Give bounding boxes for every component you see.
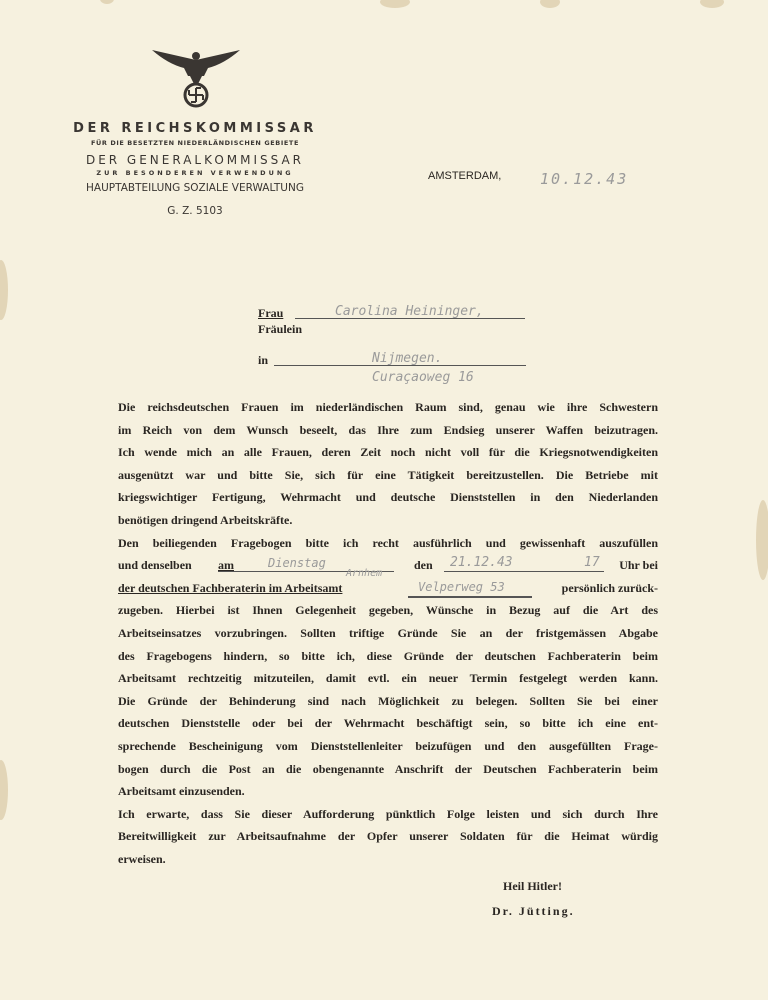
body-line: Bereitwilligkeit zur Arbeitsaufnahme der Opfer unserer Soldaten für die Heimat würdig: [118, 829, 658, 844]
appointment-hour: 17: [584, 555, 600, 571]
signature: Dr. Jütting.: [492, 904, 575, 918]
body-line: Arbeitsamt einzusenden.: [118, 784, 245, 799]
body-line: kriegswichtiger Fertigung, Wehrmacht und deutsche Dienststellen in den Niederlanden: [118, 490, 658, 505]
body-line: Ich wende mich an alle Frauen, deren Zeit noch nicht voll für die Kriegsnotwendigkeiten: [118, 445, 658, 460]
in-label: in: [258, 353, 269, 367]
body-line: sprechende Bescheinigung vom Dienststellenleiter beizufügen und den ausgefüllten Frage-: [118, 738, 658, 753]
body-line: ausgenützt war und bitte Sie, sich für eine Tätigkeit bereitzustellen. Die Betriebe mit: [118, 467, 658, 482]
body-line: Ich erwarte, dass Sie dieser Aufforderung pünktlich Folge leisten und sich durch Ihre: [118, 806, 658, 821]
body-line: deutschen Dienststelle oder bei der Wehrmacht beschäftigt sein, so bitte ich eine ent-: [118, 716, 658, 731]
appointment-line-1: [118, 554, 658, 577]
recipient-name: Carolina Heininger,: [335, 304, 484, 319]
letter-body: [118, 396, 658, 870]
eagle-emblem: [148, 46, 244, 110]
den-label: den: [414, 558, 433, 573]
body-line: Arbeitseinsatzes vorzubringen. Sollten triftige Gründe Sie an der fristgemässen Abgabe: [118, 625, 658, 640]
body-line: erweisen.: [118, 851, 166, 866]
body-line: Arbeitsamt rechtzeitig mitzuteilen, damit evtl. ein neuer Termin festgelegt werden kann.: [118, 671, 658, 686]
uhr-label: Uhr bei: [619, 558, 658, 573]
appointment-suffix: persönlich zurück-: [561, 580, 658, 595]
body-line: Die reichsdeutschen Frauen im niederländischen Raum sind, genau wie ihre Schwestern: [118, 400, 658, 414]
letterhead-office-sub: ZUR BESONDEREN VERWENDUNG: [96, 169, 294, 177]
reference-number: G. Z. 5103: [167, 205, 223, 217]
am-label: am: [218, 558, 234, 573]
body-line: Den beiliegenden Fragebogen bitte ich recht ausführlich und gewissenhaft auszufüllen: [118, 535, 658, 550]
letterhead-title: DER REICHSKOMMISSAR: [73, 121, 317, 136]
body-line: des Fragebogens hindern, so bitte ich, diese Gründe der deutschen Fachberaterin beim: [118, 648, 658, 663]
recipient-street: Curaçaoweg 16: [372, 370, 474, 385]
letterhead-office: DER GENERALKOMMISSAR: [85, 153, 305, 167]
office-street: Velperweg 53: [418, 579, 505, 594]
recipient-city: Nijmegen.: [372, 351, 443, 366]
body-line: bogen durch die Post an die obengenannte Anschrift der Deutschen Fachberaterin beim: [118, 761, 658, 776]
salutation-fraeulein: Fräulein: [258, 322, 302, 336]
closing-greeting: Heil Hitler!: [503, 879, 562, 893]
letterhead-subtitle: FÜR DIE BESETZTEN NIEDERLÄNDISCHEN GEBIETE: [90, 139, 299, 147]
body-line: benötigen dringend Arbeitskräfte.: [118, 512, 293, 527]
place: AMSTERDAM,: [428, 170, 502, 182]
agency-text: der deutschen Fachberaterin im Arbeitsamt: [118, 580, 343, 595]
body-line: Die Gründe der Behinderung sind nach Möglichkeit zu belegen. Sollten Sie bei einer: [118, 693, 658, 708]
letterhead-department: HAUPTABTEILUNG SOZIALE VERWALTUNG: [86, 182, 304, 194]
body-line: im Reich von dem Wunsch beseelt, das Ihre zum Endsieg unserer Waffen beizutragen.: [118, 422, 658, 437]
salutation-frau: Frau: [258, 306, 284, 320]
appointment-prefix: und denselben: [118, 558, 192, 573]
body-line: zugeben. Hierbei ist Ihnen Gelegenheit gegeben, Wünsche in Bezug auf die Art des: [118, 603, 658, 618]
appointment-day: Dienstag: [268, 556, 326, 571]
date: 10.12.43: [540, 170, 629, 188]
appointment-line-2: [118, 567, 658, 600]
appointment-date: 21.12.43: [450, 555, 513, 571]
office-city: Arnhem: [346, 567, 383, 579]
